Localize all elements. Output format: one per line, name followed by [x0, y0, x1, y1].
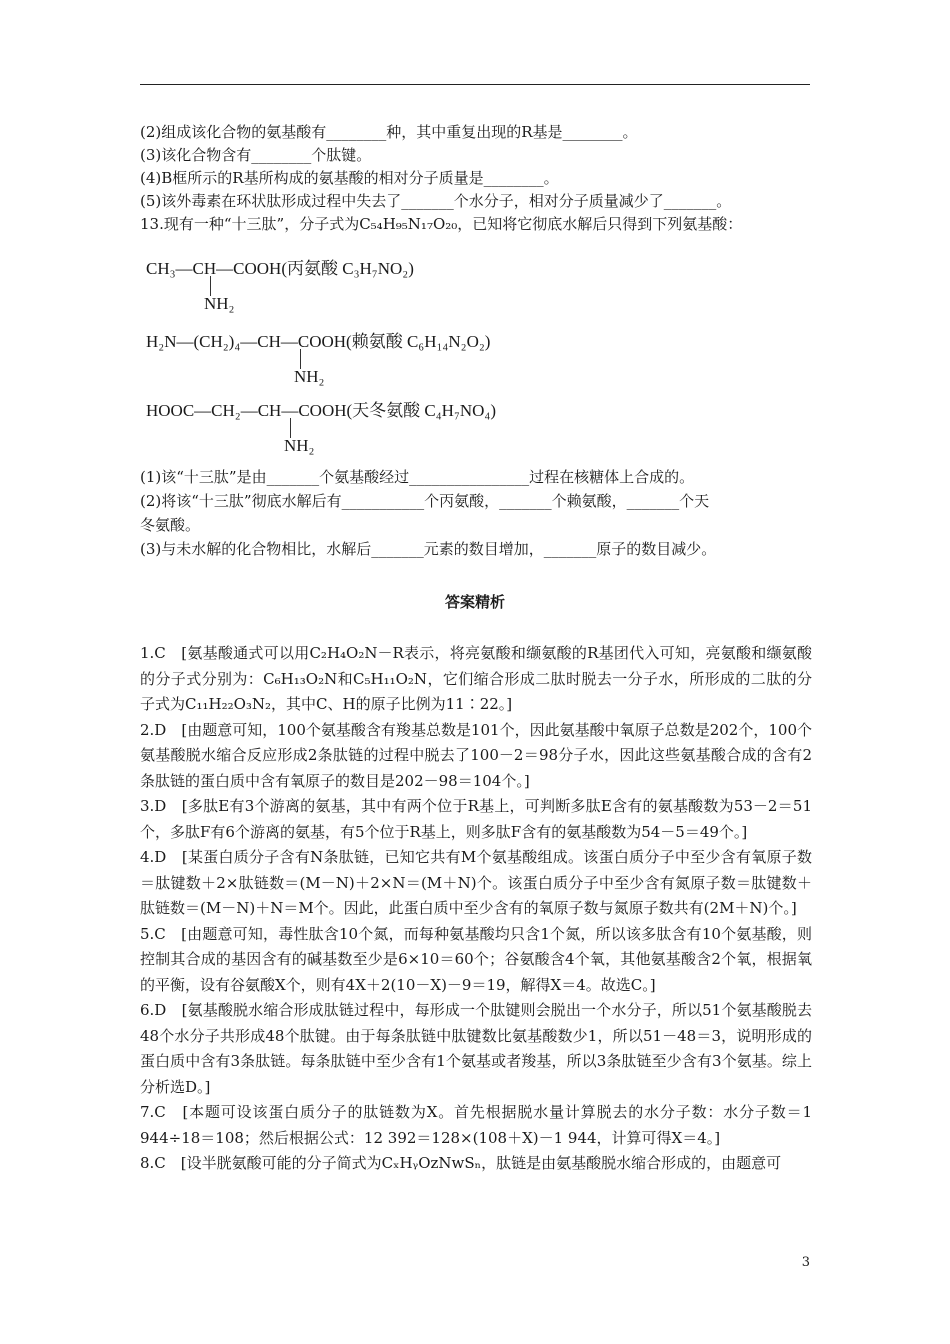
aspartic-acid-formula: HOOC—CH₂—CH—COOH(天冬氨酸 C₄H₇NO₄): [146, 401, 497, 420]
answer-item: 5.C [由题意可知，毒性肽含10个氮，而每种氨基酸均只含1个氮，所以该多肽含有10个氨基酸，则控制其合成的基因含有的碱基数至少是6×10＝60个；谷氨酸含4个氧，其他氨基酸含2个氧，根据氧的平衡，设有谷氨酸X个，则有4X＋2(10－X)－9＝19，解得X＝4。故选C。]: [140, 924, 812, 994]
lysine-amino-group: NH₂: [294, 367, 325, 386]
bond-line: [300, 349, 301, 369]
answer-item: 4.D [某蛋白质分子含有N条肽链，已知它共有M个氨基酸组成。该蛋白质分子中至少含有氧原子数＝肽键数＋2×肽链数＝(M－N)＋2×N＝(M＋N)个。该蛋白质分子中至少含有氮原子数＝肽键数＋肽链数＝(M－N)＋N＝M个。因此，此蛋白质中至少含有的氧原子数与氮原子数共有(2M＋N)个。]: [140, 848, 812, 917]
bond-line: [290, 418, 291, 438]
aspartic-acid-amino-group: NH₂: [284, 436, 315, 455]
lysine-formula: H₂N—(CH₂)₄—CH—COOH(赖氨酸 C₆H₁₄N₂O₂): [146, 332, 491, 351]
alanine-amino-group: NH₂: [204, 294, 235, 313]
alanine-formula: CH₃—CH—COOH(丙氨酸 C₃H₇NO₂): [146, 259, 414, 278]
answer-item: 1.C [氨基酸通式可以用C₂H₄O₂N－R表示，将亮氨酸和缬氨酸的R基团代入可知，亮氨酸和缬氨酸的分子式分别为：C₆H₁₃O₂N和C₅H₁₁O₂N，它们缩合形成二肽时脱去一分子水，所形成的二肽的分子式为C₁₁H₂₂O₃N₂，其中C、H的原子比例为11∶22。]: [140, 644, 812, 713]
question-line: (4)B框所示的R基所构成的氨基酸的相对分子质量是________。: [140, 169, 559, 187]
question-line: (5)该外毒素在环状肽形成过程中失去了_______个水分子，相对分子质量减少了_______。: [140, 192, 732, 210]
question-line: 冬氨酸。: [140, 516, 201, 534]
question-line: 13.现有一种“十三肽”，分子式为C₅₄H₉₅N₁₇O₂₀，已知将它彻底水解后只得到下列氨基酸：: [140, 215, 743, 233]
question-13-parts: [140, 465, 812, 561]
answer-item: 3.D [多肽E有3个游离的氨基，其中有两个位于R基上，可判断多肽E含有的氨基酸数为53－2＝51个，多肽F有6个游离的氨基，有5个位于R基上，则多肽F含有的氨基酸数为54－5＝49个。]: [140, 797, 812, 841]
answer-item: 2.D [由题意可知，100个氨基酸含有羧基总数是101个，因此氨基酸中氧原子总数是202个，100个氨基酸脱水缩合反应形成2条肽链的过程中脱去了100－2＝98分子水，因此这些氨基酸合成的含有2条肽链的蛋白质中含有氧原子的数目是202－98＝104个。]: [140, 720, 812, 790]
question-line: (2)组成该化合物的氨基酸有________种，其中重复出现的R基是________。: [140, 123, 638, 141]
answer-item: 7.C [本题可设该蛋白质分子的肽链数为X。首先根据脱水量计算脱去的水分子数：水分子数＝1 944÷18＝108；然后根据公式：12 392＝128×(108＋X)－1 944，计算可得X＝4。]: [140, 1103, 812, 1147]
answer-list: [140, 641, 812, 1177]
question-line: (3)与未水解的化合物相比，水解后_______元素的数目增加，_______原子的数目减少。: [140, 540, 717, 558]
answer-heading: 答案精析: [444, 593, 505, 611]
question-line: (1)该“十三肽”是由_______个氨基酸经过________________过程在核糖体上合成的。: [140, 468, 695, 486]
answer-item: 6.D [氨基酸脱水缩合形成肽链过程中，每形成一个肽键则会脱出一个水分子，所以51个氨基酸脱去48个水分子共形成48个肽键。由于每条肽链中肽键数比氨基酸数少1，所以51－48＝3，说明形成的蛋白质中含有3条肽链。每条肽链中至少含有1个氨基或者羧基，所以3条肽链至少含有3个氨基。综上分析选D。]: [140, 1001, 812, 1096]
bond-line: [210, 276, 211, 296]
header-rule: [140, 84, 810, 85]
page-number: 3: [801, 1255, 810, 1270]
answer-item: 8.C [设半胱氨酸可能的分子简式为CₓHᵧOzNwSₙ，肽链是由氨基酸脱水缩合形成的，由题意可: [140, 1154, 782, 1172]
question-line: (3)该化合物含有________个肽键。: [140, 146, 372, 164]
question-list: [140, 121, 812, 236]
question-line: (2)将该“十三肽”彻底水解后有___________个丙氨酸，_______个赖氨酸，_______个天: [140, 492, 710, 510]
